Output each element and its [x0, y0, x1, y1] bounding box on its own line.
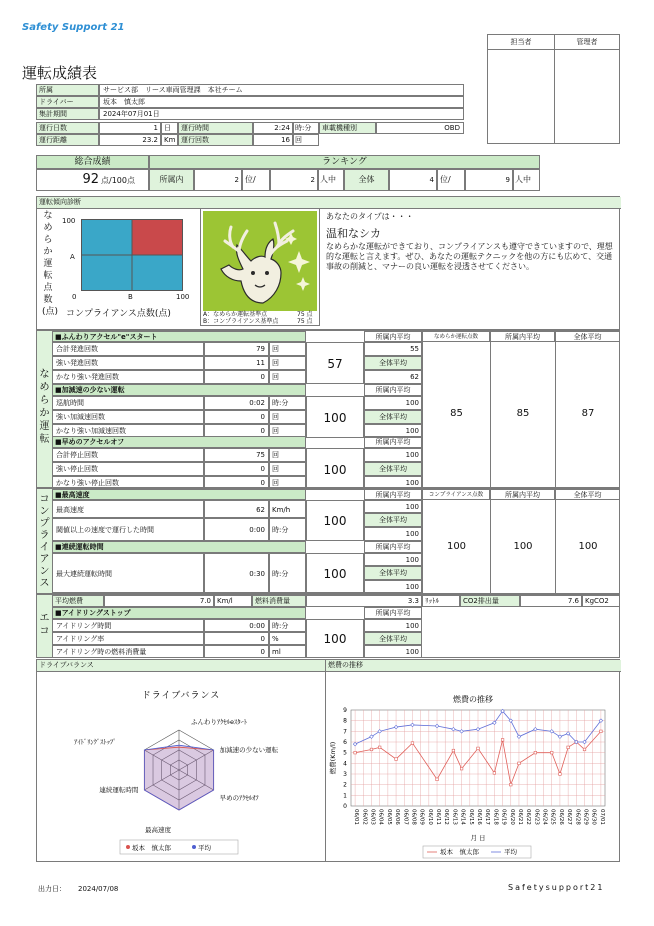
smooth-score-head: なめらか運転点数	[422, 331, 490, 342]
in-dept-total: 2	[270, 169, 318, 191]
comp-g2-avg1: 100	[364, 553, 422, 566]
eco-row-unit: 時:分	[269, 619, 306, 632]
legend-b: B：コンプライアンス基準点	[203, 318, 279, 325]
radar-legend-marker	[126, 845, 130, 849]
type-card	[200, 208, 320, 326]
count-label: 運行回数	[178, 134, 253, 146]
line-point	[378, 746, 381, 749]
drive-balance-chart	[38, 672, 324, 860]
overall-rank-unit: 位/	[437, 169, 465, 191]
smooth-row-label: かなり強い停止回数	[52, 476, 204, 490]
diag-ytick-top: 100	[62, 217, 76, 225]
fuel-header: 燃費の推移	[326, 660, 621, 672]
smooth-row-label: 合計停止回数	[52, 448, 204, 462]
compliance-score-head: コンプライアンス点数	[422, 489, 490, 500]
smooth-row-value: 79	[204, 342, 269, 356]
smooth-row-unit: 回	[269, 476, 306, 490]
eco-row-avg: 100	[364, 645, 422, 658]
compliance-g1-title: ■最高速度	[52, 489, 306, 500]
total-label: 総合成績	[36, 155, 149, 169]
line-ylabel: 燃費(Km/l)	[329, 741, 337, 775]
smooth-dept-avg: 85	[516, 408, 530, 419]
radar-legend-marker	[192, 845, 196, 849]
co2-value: 7.6	[520, 595, 582, 607]
line-ytick: 7	[343, 728, 347, 736]
stamp-col2: 管理者	[554, 35, 620, 50]
smooth-group-title: ■加減速の少ない運転	[52, 384, 306, 396]
comp-g1-avg2: 100	[364, 527, 422, 541]
line-xtick: 06/09	[418, 809, 425, 825]
line-xtick: 06/04	[377, 809, 384, 825]
line-xtick: 06/28	[574, 809, 581, 825]
dist-value: 23.2	[99, 134, 161, 146]
smooth-row-label: 巡航時間	[52, 396, 204, 410]
days-value: 1	[99, 122, 161, 134]
time-label: 運行時間	[178, 122, 253, 134]
fuel-trend-chart	[327, 672, 619, 860]
line-xlabel: 月 日	[470, 834, 486, 842]
line-xtick: 06/29	[582, 809, 589, 825]
comp-row-unit: 時:分	[269, 518, 306, 541]
line-legend-label: 坂本 慎太郎	[440, 848, 479, 856]
quadrant-a-low	[81, 219, 132, 255]
co2-label: CO2排出量	[460, 595, 520, 607]
line-ytick: 6	[343, 739, 347, 746]
deer-illustration	[203, 211, 317, 311]
comp-row-unit: Km/h	[269, 500, 306, 518]
eco-all-avg-label: 全体平均	[364, 632, 422, 645]
eco-side-label: エコ	[39, 613, 50, 637]
smooth-row-value: 0	[204, 370, 269, 384]
line-ytick: 1	[343, 792, 347, 800]
eco-row-label: アイドリング時の燃料消費量	[52, 645, 204, 658]
smooth-row-value: 0	[204, 476, 269, 490]
line-xtick: 06/13	[451, 809, 458, 825]
line-ytick: 8	[343, 717, 347, 725]
diag-ytick-mid: A	[70, 253, 75, 261]
smooth-all-avg-head: 全体平均	[555, 331, 620, 342]
line-xtick: 06/21	[516, 809, 523, 825]
line-xtick: 06/27	[566, 809, 573, 825]
comp-g2-all-avg-label: 全体平均	[364, 566, 422, 580]
line-xtick: 06/05	[385, 809, 392, 825]
smooth-row-unit: 回	[269, 424, 306, 438]
line-point	[354, 751, 357, 754]
line-xtick: 06/06	[394, 809, 401, 825]
quadrant-b-low	[132, 255, 183, 291]
smooth-all-avg-label: 全体平均	[364, 410, 422, 424]
line-xtick: 06/30	[590, 809, 597, 825]
eco-row-unit: ml	[269, 645, 306, 658]
line-point	[518, 762, 521, 765]
radar-area-fill	[144, 745, 213, 810]
line-point	[534, 751, 537, 754]
smooth-row-label: 強い停止回数	[52, 462, 204, 476]
smooth-row-label: 合計発進回数	[52, 342, 204, 356]
line-ytick: 0	[343, 803, 347, 810]
type-name: 温和なシカ	[326, 227, 381, 240]
line-xtick: 06/12	[443, 809, 450, 825]
compliance-side-label: コンプライアンス	[39, 494, 50, 589]
eco-score: 100	[306, 619, 364, 658]
line-xtick: 06/20	[508, 809, 515, 825]
smooth-row-value: 0:02	[204, 396, 269, 410]
smooth-row-avg: 100	[364, 448, 422, 462]
line-xtick: 06/25	[549, 809, 556, 825]
smooth-row-unit: 回	[269, 356, 306, 370]
diag-origin: 0	[72, 293, 77, 301]
device-value: OBD	[376, 122, 464, 134]
days-label: 運行日数	[36, 122, 99, 134]
output-date: 2024/07/08	[78, 885, 119, 893]
legend-a: A：なめらか運転基準点	[203, 311, 268, 318]
eco-row-avg: 100	[364, 619, 422, 632]
comp-g1-all-avg-label: 全体平均	[364, 513, 422, 527]
dist-unit: Km	[161, 134, 178, 146]
comp-g1-score: 100	[306, 500, 364, 541]
line-xtick: 06/01	[353, 809, 360, 825]
ranking-label: ランキング	[149, 155, 540, 169]
stamp-col1: 担当者	[488, 35, 555, 50]
fuel-avg-value: 7.0	[104, 595, 214, 607]
quadrant-chart	[81, 219, 183, 291]
comp-row-value: 0:30	[204, 553, 269, 593]
smooth-g1-title: ■ふんわりアクセル"e"スタート	[52, 331, 306, 342]
line-legend-label: 平均	[504, 848, 517, 856]
driver-value: 坂本 慎太郎	[99, 96, 464, 108]
smooth-dept-avg-head: 所属内平均	[490, 331, 555, 342]
balance-header: ドライブバランス	[37, 660, 327, 672]
comp-g1-avg1: 100	[364, 500, 422, 513]
smooth-row-value: 11	[204, 356, 269, 370]
comp-g2-avg2: 100	[364, 580, 422, 593]
line-xtick: 06/02	[361, 809, 368, 825]
smooth-row-avg: 62	[364, 370, 422, 384]
dist-label: 運行距離	[36, 134, 99, 146]
line-point	[493, 772, 496, 775]
line-point	[370, 748, 373, 751]
smooth-row-value: 0	[204, 410, 269, 424]
smooth-row-unit: 回	[269, 462, 306, 476]
type-description: なめらかな運転ができており、コンプライアンスも遵守できていますので、理想的な運転と言えます。ぜひ、あなたの運転テクニックを他の方にも広めて、交通事故の削減と、マナーの良い運転を浸透させてください。	[326, 242, 613, 271]
line-point	[600, 730, 603, 733]
eco-dept-avg-head: 所属内平均	[364, 607, 422, 619]
smooth-score: 85	[450, 408, 463, 419]
line-xtick: 06/22	[525, 809, 532, 825]
diagnosis-y-label: なめらか運転点数(点)	[42, 211, 59, 317]
radar-axis-label: 加減速の少ない運転	[219, 746, 279, 754]
compliance-g2-title: ■連続運転時間	[52, 541, 306, 553]
smooth-all-avg: 87	[581, 408, 595, 419]
in-dept-rank: 2	[194, 169, 242, 191]
line-xtick: 06/19	[500, 809, 507, 825]
smooth-all-avg-label: 全体平均	[364, 462, 422, 476]
time-value: 2:24	[253, 122, 293, 134]
overall-total: 9	[465, 169, 513, 191]
line-point	[477, 747, 480, 750]
radar-title: ドライブバランス	[141, 691, 221, 701]
line-xtick: 06/14	[459, 809, 466, 825]
diagnosis-header: 運転傾向診断	[37, 197, 621, 209]
line-point	[452, 749, 455, 752]
compliance-g1-dept-avg-head: 所属内平均	[364, 489, 422, 500]
line-point	[509, 783, 512, 786]
smooth-group-score: 57	[306, 342, 364, 384]
count-value: 16	[253, 134, 293, 146]
line-point	[411, 742, 414, 745]
period-label: 集計期間	[36, 108, 99, 120]
smooth-row-unit: 回	[269, 410, 306, 424]
comp-row-label: 最高速度	[52, 500, 204, 518]
brand-logo: Safety Support 21	[22, 22, 125, 33]
radar-legend-label: 坂本 慎太郎	[132, 844, 171, 852]
smooth-row-unit: 時:分	[269, 396, 306, 410]
line-point	[501, 739, 504, 742]
in-dept-people-unit: 人中	[318, 169, 344, 191]
smooth-side-label: なめらか運転	[39, 369, 50, 445]
smooth-row-label: 強い発進回数	[52, 356, 204, 370]
smooth-row-avg: 100	[364, 424, 422, 438]
device-label: 車載機種別	[319, 122, 376, 134]
smooth-group-score: 100	[306, 448, 364, 490]
count-unit: 回	[293, 134, 319, 146]
radar-axis-label: ｱｲﾄﾞﾘﾝｸﾞｽﾄｯﾌﾟ	[74, 738, 117, 746]
line-xtick: 06/08	[410, 809, 417, 825]
line-xtick: 07/01	[598, 809, 605, 825]
overall-people-unit: 人中	[513, 169, 540, 191]
eco-row-label: アイドリング率	[52, 632, 204, 645]
radar-axis-label: 早めのｱｸｾﾙｵﾌ	[219, 794, 259, 802]
smooth-row-value: 0	[204, 424, 269, 438]
compliance-dept-avg: 100	[513, 541, 533, 552]
line-point	[567, 746, 570, 749]
quadrant-both-low	[81, 255, 132, 291]
smooth-row-label: かなり強い加減速回数	[52, 424, 204, 438]
line-point	[559, 773, 562, 776]
type-intro: あなたのタイプは・・・	[326, 212, 414, 221]
total-score: 92	[82, 172, 99, 187]
line-point	[550, 751, 553, 754]
line-xtick: 06/16	[476, 809, 482, 825]
line-point	[436, 778, 439, 781]
output-date-label: 出力日：	[38, 885, 66, 893]
smooth-row-value: 75	[204, 448, 269, 462]
line-title: 燃費の推移	[453, 695, 493, 704]
comp-row-value: 0:00	[204, 518, 269, 541]
comp-g2-score: 100	[306, 553, 364, 593]
line-xtick: 06/03	[369, 809, 376, 825]
line-xtick: 06/11	[435, 809, 442, 825]
comp-row-label: 閾値以上の速度で運行した時間	[52, 518, 204, 541]
smooth-row-label: 強い加減速回数	[52, 410, 204, 424]
eco-row-value: 0	[204, 645, 269, 658]
eco-row-value: 0	[204, 632, 269, 645]
period-value: 2024年07月01日	[99, 108, 464, 120]
overall-rank: 4	[389, 169, 437, 191]
eco-row-value: 0:00	[204, 619, 269, 632]
smooth-all-avg-label: 全体平均	[364, 356, 422, 370]
fuel-avg-label: 平均燃費	[52, 595, 104, 607]
radar-axis-label: 連続運転時間	[99, 786, 139, 794]
comp-row-value: 62	[204, 500, 269, 518]
smooth-row-value: 0	[204, 462, 269, 476]
quadrant-ideal	[132, 219, 183, 255]
line-point	[460, 767, 463, 770]
eco-row-label: アイドリング時間	[52, 619, 204, 632]
line-xtick: 06/26	[557, 809, 564, 825]
smooth-g1-dept-avg-head: 所属内平均	[364, 331, 422, 342]
compliance-all-avg: 100	[578, 541, 598, 552]
diagnosis-x-label: コンプライアンス点数(点)	[66, 309, 171, 319]
dept-label: 所属	[36, 84, 99, 96]
comp-row-label: 最大連続運転時間	[52, 553, 204, 593]
line-ytick: 3	[343, 771, 347, 778]
smooth-group-title: ■早めのアクセルオフ	[52, 436, 306, 448]
time-unit: 時:分	[293, 122, 319, 134]
footer-brand: Safetysupport21	[508, 883, 605, 892]
radar-axis-label: 最高速度	[145, 826, 171, 834]
smooth-row-label: かなり強い発進回数	[52, 370, 204, 384]
fuel-use-label: 燃料消費量	[252, 595, 306, 607]
total-unit: 点/100点	[101, 176, 135, 185]
in-dept-label: 所属内	[149, 169, 194, 191]
stamp-box	[487, 34, 620, 144]
line-point	[395, 758, 398, 761]
page-title: 運転成績表	[22, 64, 98, 82]
line-xtick: 06/24	[541, 809, 548, 825]
co2-unit: KgCO2	[582, 595, 620, 607]
fuel-use-value: 3.3	[306, 595, 422, 607]
legend-b-value: 75 点	[297, 318, 313, 325]
diag-xtick-mid: B	[128, 293, 133, 301]
smooth-group-dept-avg-head: 所属内平均	[364, 436, 422, 448]
smooth-group-score: 100	[306, 396, 364, 438]
days-unit: 日	[161, 122, 178, 134]
eco-g1-title: ■アイドリングストップ	[52, 607, 306, 619]
smooth-row-avg: 100	[364, 476, 422, 490]
comp-row-unit: 時:分	[269, 553, 306, 593]
line-xtick: 06/07	[402, 809, 409, 825]
line-xtick: 06/18	[492, 809, 499, 825]
eco-row-unit: %	[269, 632, 306, 645]
line-xtick: 06/23	[533, 809, 540, 825]
driver-label: ドライバー	[36, 96, 99, 108]
smooth-row-avg: 55	[364, 342, 422, 356]
compliance-all-avg-head: 全体平均	[555, 489, 620, 500]
smooth-row-unit: 回	[269, 448, 306, 462]
overall-label: 全体	[344, 169, 389, 191]
dept-value: サービス部 リース車両管理課 本社チーム	[99, 84, 464, 96]
line-ytick: 2	[343, 781, 347, 789]
compliance-dept-avg-head: 所属内平均	[490, 489, 555, 500]
smooth-group-dept-avg-head: 所属内平均	[364, 384, 422, 396]
line-xtick: 06/15	[467, 809, 474, 825]
diag-xtick-end: 100	[176, 293, 190, 301]
line-ytick: 4	[343, 760, 347, 768]
radar-axis-label: ふんわりｱｸｾﾙeｽﾀｰﾄ	[191, 718, 247, 726]
smooth-row-unit: 回	[269, 370, 306, 384]
fuel-use-unit: ﾘｯﾄﾙ	[422, 595, 460, 607]
line-xtick: 06/17	[484, 809, 491, 825]
line-ytick: 5	[343, 749, 347, 757]
radar-legend-label: 平均	[198, 844, 211, 852]
compliance-score: 100	[446, 541, 467, 552]
legend-a-value: 75 点	[297, 311, 313, 318]
in-dept-rank-unit: 位/	[242, 169, 270, 191]
line-xtick: 06/10	[426, 809, 433, 825]
compliance-g2-dept-avg-head: 所属内平均	[364, 541, 422, 553]
fuel-avg-unit: Km/l	[214, 595, 252, 607]
line-point	[583, 748, 586, 751]
line-ytick: 9	[343, 707, 347, 714]
smooth-row-avg: 100	[364, 396, 422, 410]
smooth-row-unit: 回	[269, 342, 306, 356]
